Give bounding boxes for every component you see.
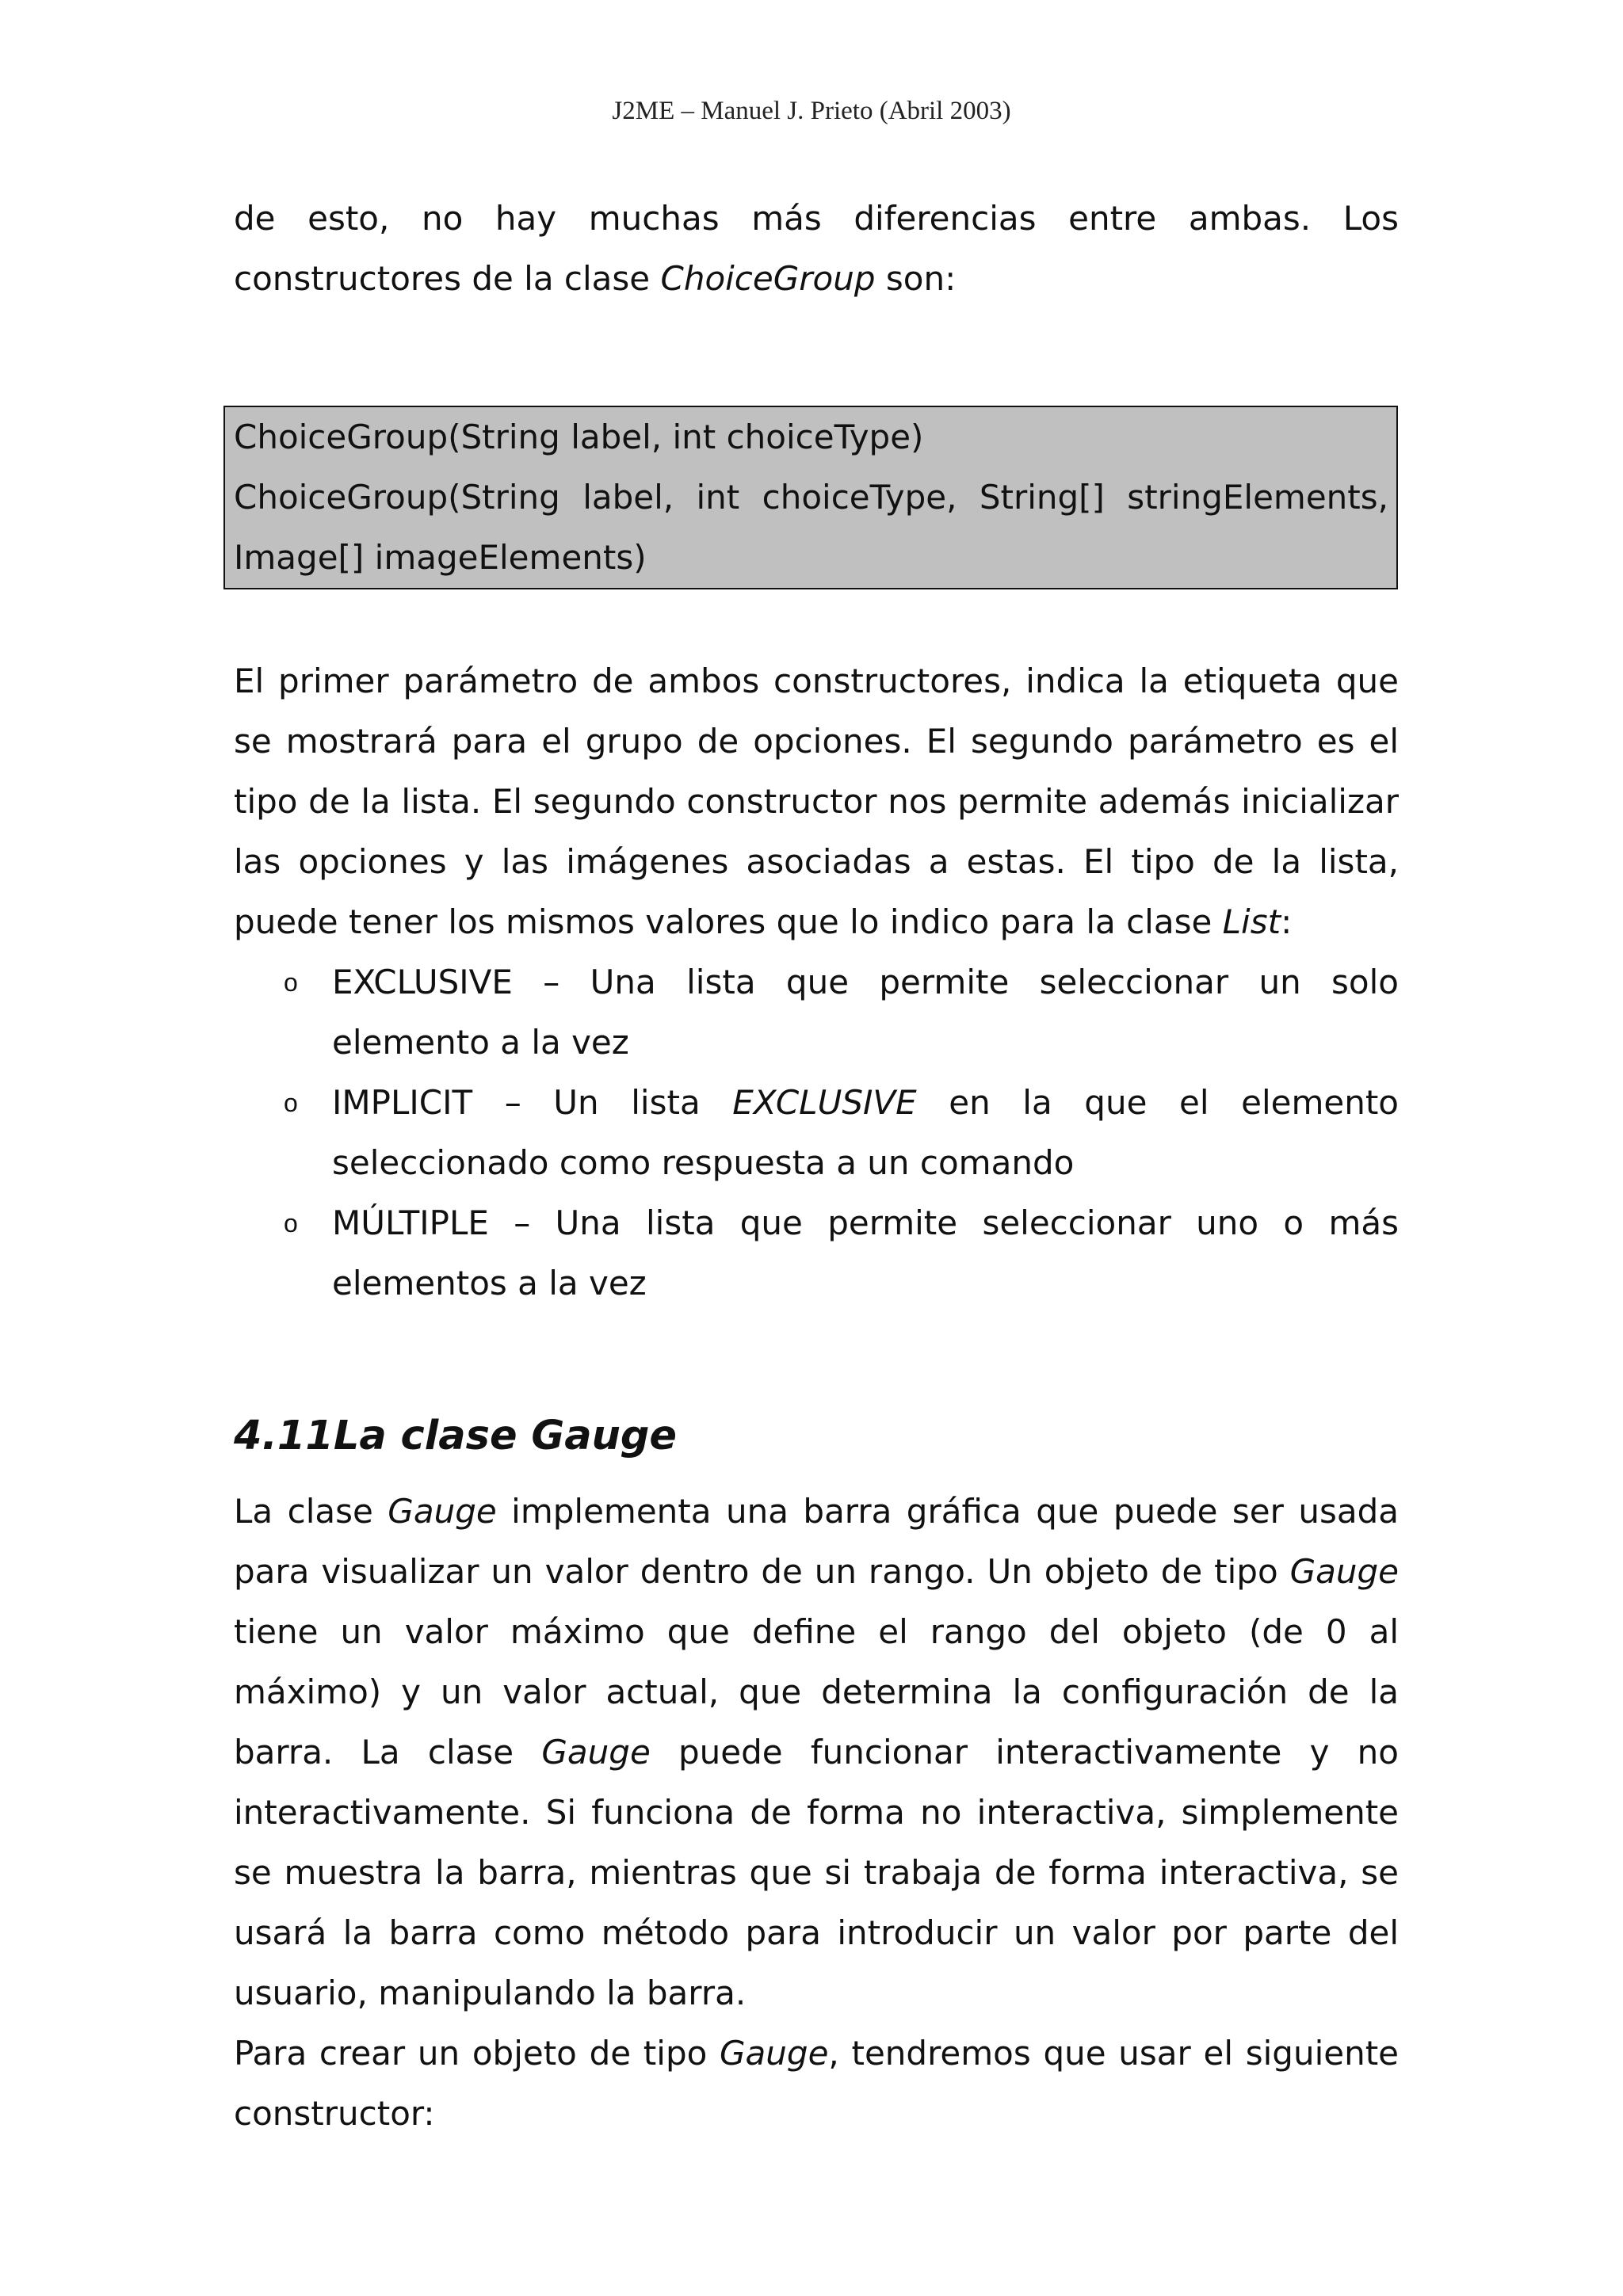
running-header: J2ME – Manuel J. Prieto (Abril 2003) (612, 97, 1011, 125)
choicegroup-class-name: ChoiceGroup (660, 259, 876, 298)
intro-line-2 (234, 259, 956, 298)
multiple-line-2: elementos a la vez (332, 1264, 647, 1302)
intro-text-end: son: (875, 259, 957, 298)
bullet-marker: o (284, 1089, 298, 1117)
list-types (234, 952, 1399, 1314)
implicit-text-end: en la que el elemento (916, 1083, 1399, 1122)
implicit-line-1 (332, 1073, 1399, 1133)
code-line-1: ChoiceGroup(String label, int choiceType) (234, 418, 924, 456)
bullet-marker: o (284, 1209, 298, 1238)
list-item (234, 952, 1399, 1073)
gauge-text: Para crear un objeto de tipo (234, 2034, 720, 2073)
list-item (234, 1073, 1399, 1193)
section-number: 4.11 (234, 1413, 334, 1459)
section-title: La clase Gauge (333, 1413, 678, 1459)
section-heading (234, 1405, 1399, 1468)
gauge-class-name: Gauge (541, 1733, 651, 1772)
intro-line-1: de esto, no hay muchas más diferencias entre ambas. Los (234, 199, 1399, 238)
multiple-line-1: MÚLTIPLE – Una lista que permite seleccionar uno o más (332, 1203, 1399, 1242)
explanation-text: El primer parámetro de ambos constructores, indica la etiqueta que se mostrará para el grupo de opciones. El segundo parámetro es el tipo de la lista. El segundo constructor nos permite además inicializar las opciones y las imágenes asociadas a estas. El tipo de la lista, puede tener los mismos valores que lo indico para la clase (234, 662, 1399, 941)
constructor-code-box (223, 406, 1398, 589)
page-content (234, 189, 1399, 2144)
explanation-paragraph (234, 651, 1399, 952)
list-item (234, 1193, 1399, 1314)
gauge-text: tiene un valor máximo que define el rango del objeto (de 0 al máximo) y un valor actual, que determina la configuración de la barra. La clase (234, 1612, 1399, 1772)
list-class-name: List (1222, 902, 1281, 941)
gauge-paragraph (234, 1482, 1399, 2023)
gauge-text: implementa una barra gráfica que puede ser usada para visualizar un valor dentro de un rango. Un objeto de tipo (234, 1492, 1399, 1591)
gauge-text: puede funcionar interactivamente y no interactivamente. Si funciona de forma no interactiva, simplemente se muestra la barra, mientras que si trabaja de forma interactiva, se usará la barra como método para introducir un valor por parte del usuario, manipulando la barra. (234, 1733, 1399, 2012)
implicit-text: IMPLICIT – Un lista (332, 1083, 733, 1122)
intro-text: constructores de la clase (234, 259, 661, 298)
implicit-line-2: seleccionado como respuesta a un comando (332, 1143, 1075, 1182)
exclusive-line-1: EXCLUSIVE – Una lista que permite seleccionar un solo (332, 963, 1399, 1001)
gauge-constructor-paragraph (234, 2023, 1399, 2144)
gauge-class-name: Gauge (720, 2034, 829, 2073)
gauge-text: La clase (234, 1492, 388, 1531)
bullet-marker: o (284, 968, 298, 997)
intro-paragraph (234, 189, 1399, 309)
explanation-end: : (1281, 902, 1293, 941)
implicit-exclusive-term: EXCLUSIVE (732, 1083, 917, 1122)
gauge-class-name: Gauge (388, 1492, 497, 1531)
code-line-3: Image[] imageElements) (234, 538, 647, 577)
gauge-text: , tendremos que usar el siguiente constructor: (234, 2034, 1400, 2133)
code-line-2: ChoiceGroup(String label, int choiceType, String[] stringElements, (234, 478, 1388, 517)
gauge-class-name: Gauge (1289, 1552, 1399, 1591)
exclusive-line-2: elemento a la vez (332, 1023, 629, 1062)
